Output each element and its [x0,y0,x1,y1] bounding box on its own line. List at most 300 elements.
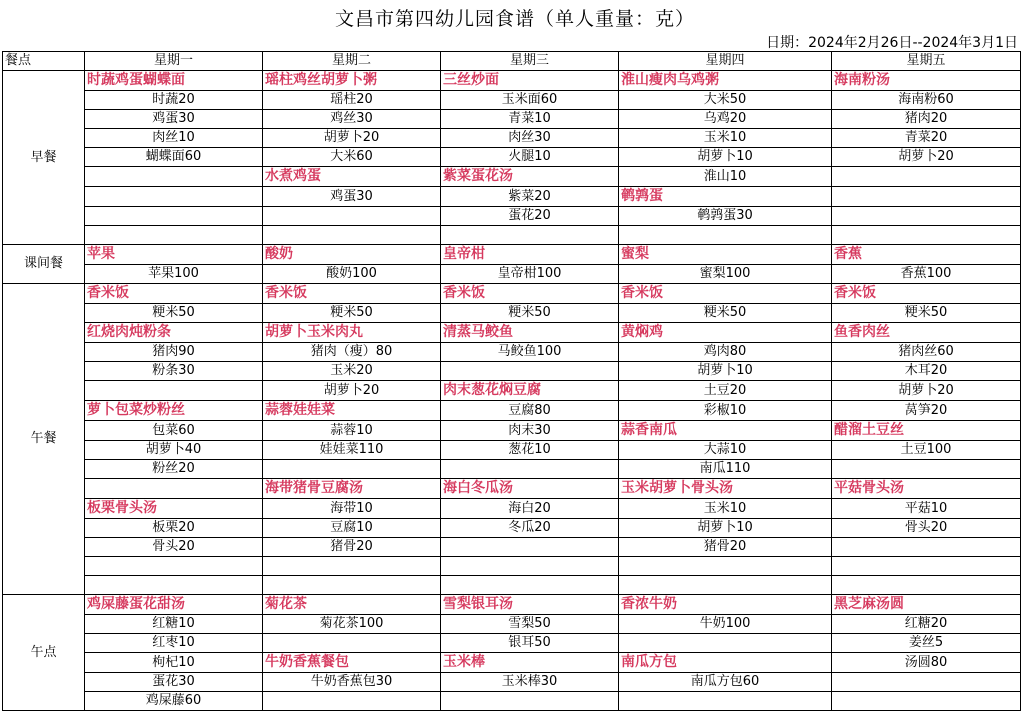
dish-name: 香米饭 [443,285,485,301]
ingredient-amount: 粉丝20 [152,461,195,476]
cell-friday[interactable] [832,284,1021,304]
cell-friday[interactable] [832,538,1021,557]
cell-friday[interactable] [832,557,1021,576]
table-row [3,91,1021,110]
cell-thursday[interactable] [619,441,832,460]
dish-name: 红烧肉炖粉条 [87,324,171,340]
cell-thursday[interactable] [619,91,832,110]
cell-friday[interactable] [832,519,1021,538]
cell-tuesday[interactable] [263,595,441,615]
cell-friday[interactable] [832,265,1021,284]
cell-wednesday[interactable] [441,265,619,284]
cell-tuesday[interactable] [263,187,441,207]
cell-monday[interactable] [85,615,263,634]
ingredient-amount: 胡萝卜10 [697,149,753,164]
cell-monday[interactable] [85,634,263,653]
dish-name: 肉末葱花焖豆腐 [443,382,541,398]
ingredient-amount: 豆腐80 [508,402,551,418]
cell-monday[interactable] [85,187,263,207]
cell-tuesday[interactable] [263,245,441,265]
ingredient-amount: 娃娃菜110 [319,442,384,457]
cell-monday[interactable] [85,401,263,421]
ingredient-amount: 玉米面60 [501,92,558,107]
cell-friday[interactable] [832,129,1021,148]
cell-tuesday[interactable] [263,207,441,226]
ingredient-amount: 土豆20 [703,382,747,398]
dish-name: 淮山瘦肉乌鸡粥 [621,72,719,88]
table-row [3,226,1021,245]
cell-thursday[interactable] [619,519,832,538]
cell-wednesday[interactable] [441,460,619,479]
cell-thursday[interactable] [619,226,832,245]
cell-wednesday[interactable] [441,634,619,653]
ingredient-amount: 鹌鹑蛋30 [697,208,753,223]
cell-monday[interactable] [85,673,263,692]
cell-thursday[interactable] [619,653,832,673]
ingredient-amount: 肉末30 [508,422,551,438]
cell-thursday[interactable] [619,284,832,304]
cell-friday[interactable] [832,304,1021,323]
dish-name: 香米饭 [265,285,307,301]
ingredient-amount: 鸡蛋30 [152,111,195,126]
ingredient-amount: 雪梨50 [508,616,551,631]
cell-wednesday[interactable] [441,615,619,634]
cell-friday[interactable] [832,615,1021,634]
ingredient-amount: 红枣10 [152,635,195,650]
ingredient-amount: 粉条30 [152,363,195,378]
table-row [3,460,1021,479]
cell-wednesday[interactable] [441,421,619,441]
cell-friday[interactable] [832,362,1021,381]
cell-monday[interactable] [85,226,263,245]
ingredient-amount: 莴笋20 [904,402,948,418]
cell-wednesday[interactable] [441,207,619,226]
cell-tuesday[interactable] [263,557,441,576]
cell-wednesday[interactable] [441,343,619,362]
ingredient-amount: 瑶柱20 [330,92,373,107]
dish-name: 紫菜蛋花汤 [443,168,513,184]
table-row [3,343,1021,362]
cell-monday[interactable] [85,207,263,226]
table-row [3,479,1021,499]
table-row [3,441,1021,460]
cell-wednesday[interactable] [441,692,619,711]
ingredient-amount: 胡萝卜40 [145,442,202,457]
ingredient-amount: 鸡屎藤60 [145,693,202,708]
dish-name: 萝卜包菜炒粉丝 [87,402,185,418]
cell-friday[interactable] [832,323,1021,343]
ingredient-amount: 火腿10 [508,149,551,164]
ingredient-amount: 银耳50 [508,635,551,650]
ingredient-amount: 香蕉100 [900,266,952,281]
ingredient-amount: 玉米10 [703,500,747,516]
ingredient-amount: 玉米棒30 [501,674,558,689]
cell-wednesday[interactable] [441,91,619,110]
ingredient-amount: 汤圆80 [904,654,948,670]
dish-name: 海白冬瓜汤 [443,480,513,496]
dish-name: 香米饭 [621,285,663,301]
cell-thursday[interactable] [619,479,832,499]
ingredient-amount: 板栗20 [152,520,195,535]
table-row [3,381,1021,401]
cell-friday[interactable] [832,381,1021,401]
cell-tuesday[interactable] [263,226,441,245]
ingredient-amount: 粳米50 [703,305,747,320]
ingredient-amount: 枸杞10 [152,654,195,670]
cell-wednesday[interactable] [441,479,619,499]
ingredient-amount: 胡萝卜10 [697,520,753,535]
cell-tuesday[interactable] [263,460,441,479]
table-row [3,129,1021,148]
table-row [3,595,1021,615]
dish-name: 黑芝麻汤圆 [834,596,904,612]
table-row [3,499,1021,519]
ingredient-amount: 乌鸡20 [703,111,747,126]
cell-tuesday[interactable] [263,362,441,381]
meal-label[interactable]: 课间餐 [3,245,85,284]
cell-monday[interactable] [85,460,263,479]
ingredient-amount: 海南粉60 [898,92,954,107]
column-header-monday[interactable]: 星期一 [85,52,263,71]
cell-friday[interactable] [832,421,1021,441]
cell-tuesday[interactable] [263,499,441,519]
cell-wednesday[interactable] [441,226,619,245]
table-row [3,304,1021,323]
ingredient-amount: 骨头20 [152,539,195,554]
dish-name: 胡萝卜玉米肉丸 [265,324,363,340]
cell-tuesday[interactable] [263,538,441,557]
date-range: 日期：2024年2月26日--2024年3月1日 [766,35,1018,51]
ingredient-amount: 猪骨20 [703,539,747,554]
ingredient-amount: 鸡丝30 [330,111,373,126]
cell-tuesday[interactable] [263,441,441,460]
cell-friday[interactable] [832,576,1021,595]
cell-thursday[interactable] [619,187,832,207]
cell-tuesday[interactable] [263,148,441,167]
cell-wednesday[interactable] [441,673,619,692]
cell-monday[interactable] [85,323,263,343]
ingredient-amount: 皇帝柑100 [497,266,562,281]
cell-monday[interactable] [85,304,263,323]
cell-friday[interactable] [832,634,1021,653]
column-header-tuesday[interactable]: 星期二 [263,52,441,71]
ingredient-amount: 南瓜方包60 [690,674,760,689]
column-header-friday[interactable]: 星期五 [832,52,1021,71]
cell-wednesday[interactable] [441,441,619,460]
ingredient-amount: 南瓜110 [699,461,751,476]
table-row [3,207,1021,226]
cell-thursday[interactable] [619,673,832,692]
dish-name: 清蒸马鲛鱼 [443,324,513,340]
ingredient-amount: 紫菜20 [508,188,551,204]
table-row [3,692,1021,711]
ingredient-amount: 蒜蓉10 [330,422,373,438]
cell-thursday[interactable] [619,499,832,519]
cell-thursday[interactable] [619,576,832,595]
menu-table [2,51,1021,711]
ingredient-amount: 葱花10 [508,442,551,457]
ingredient-amount: 木耳20 [904,363,948,378]
dish-name: 海带猪骨豆腐汤 [265,480,363,496]
cell-thursday[interactable] [619,401,832,421]
ingredient-amount: 粳米50 [508,305,551,320]
cell-wednesday[interactable] [441,499,619,519]
cell-tuesday[interactable] [263,265,441,284]
cell-tuesday[interactable] [263,479,441,499]
dish-name: 菊花茶 [265,596,307,612]
dish-name: 板栗骨头汤 [87,500,157,516]
ingredient-amount: 牛奶香蕉包30 [310,674,393,689]
cell-wednesday[interactable] [441,653,619,673]
cell-wednesday[interactable] [441,519,619,538]
cell-tuesday[interactable] [263,91,441,110]
cell-wednesday[interactable] [441,110,619,129]
ingredient-amount: 猪肉20 [904,111,948,126]
cell-wednesday[interactable] [441,148,619,167]
table-row [3,653,1021,673]
ingredient-amount: 大米60 [330,149,373,164]
ingredient-amount: 粳米50 [904,305,948,320]
cell-thursday[interactable] [619,460,832,479]
ingredient-amount: 海白20 [508,500,551,516]
table-row [3,323,1021,343]
cell-monday[interactable] [85,479,263,499]
cell-thursday[interactable] [619,265,832,284]
ingredient-amount: 猪肉90 [152,344,195,359]
cell-friday[interactable] [832,441,1021,460]
dish-name: 皇帝柑 [443,246,485,262]
dish-name: 玉米棒 [443,654,485,670]
ingredient-amount: 猪骨20 [330,539,373,554]
cell-monday[interactable] [85,343,263,362]
cell-thursday[interactable] [619,557,832,576]
cell-monday[interactable] [85,653,263,673]
cell-thursday[interactable] [619,245,832,265]
cell-thursday[interactable] [619,381,832,401]
ingredient-amount: 鸡肉80 [703,344,747,359]
cell-tuesday[interactable] [263,110,441,129]
cell-friday[interactable] [832,653,1021,673]
table-row [3,148,1021,167]
cell-monday[interactable] [85,499,263,519]
cell-friday[interactable] [832,343,1021,362]
cell-friday[interactable] [832,479,1021,499]
cell-thursday[interactable] [619,148,832,167]
cell-monday[interactable] [85,110,263,129]
ingredient-amount: 酸奶100 [326,266,377,281]
dish-name: 香蕉 [834,246,862,262]
ingredient-amount: 苹果100 [148,266,199,281]
cell-thursday[interactable] [619,71,832,91]
ingredient-amount: 胡萝卜20 [898,382,954,398]
cell-monday[interactable] [85,148,263,167]
cell-thursday[interactable] [619,595,832,615]
cell-monday[interactable] [85,441,263,460]
cell-friday[interactable] [832,71,1021,91]
cell-monday[interactable] [85,129,263,148]
cell-thursday[interactable] [619,538,832,557]
cell-tuesday[interactable] [263,323,441,343]
cell-tuesday[interactable] [263,401,441,421]
dish-name: 香米饭 [834,285,876,301]
dish-name: 蒜蓉娃娃菜 [265,402,335,418]
cell-friday[interactable] [832,245,1021,265]
cell-monday[interactable] [85,362,263,381]
cell-tuesday[interactable] [263,167,441,187]
dish-name: 酸奶 [265,246,293,262]
meal-label[interactable]: 午点 [3,595,85,711]
cell-wednesday[interactable] [441,284,619,304]
dish-name: 时蔬鸡蛋蝴蝶面 [87,72,185,88]
ingredient-amount: 猪肉（瘦）80 [310,344,393,359]
table-row [3,71,1021,91]
cell-wednesday[interactable] [441,362,619,381]
cell-thursday[interactable] [619,129,832,148]
cell-thursday[interactable] [619,304,832,323]
table-row [3,187,1021,207]
cell-monday[interactable] [85,245,263,265]
cell-thursday[interactable] [619,343,832,362]
dish-name: 水煮鸡蛋 [265,168,321,184]
cell-thursday[interactable] [619,110,832,129]
cell-wednesday[interactable] [441,167,619,187]
cell-wednesday[interactable] [441,401,619,421]
dish-name: 玉米胡萝卜骨头汤 [621,480,733,496]
ingredient-amount: 豆腐10 [330,520,373,535]
cell-monday[interactable] [85,265,263,284]
cell-tuesday[interactable] [263,284,441,304]
cell-friday[interactable] [832,167,1021,187]
cell-tuesday[interactable] [263,692,441,711]
column-header-thursday[interactable]: 星期四 [619,52,832,71]
cell-wednesday[interactable] [441,538,619,557]
cell-tuesday[interactable] [263,519,441,538]
dish-name: 雪梨银耳汤 [443,596,513,612]
cell-monday[interactable] [85,421,263,441]
cell-thursday[interactable] [619,615,832,634]
table-row [3,576,1021,595]
ingredient-amount: 大米50 [703,92,747,107]
ingredient-amount: 时蔬20 [152,92,195,107]
cell-monday[interactable] [85,595,263,615]
table-row [3,167,1021,187]
cell-thursday[interactable] [619,323,832,343]
cell-tuesday[interactable] [263,304,441,323]
cell-tuesday[interactable] [263,673,441,692]
ingredient-amount: 青菜10 [508,111,551,126]
column-header-wednesday[interactable]: 星期三 [441,52,619,71]
cell-tuesday[interactable] [263,615,441,634]
cell-tuesday[interactable] [263,653,441,673]
dish-name: 鹌鹑蛋 [621,188,663,204]
ingredient-amount: 姜丝5 [908,635,944,650]
ingredient-amount: 平菇10 [904,500,948,516]
meal-label[interactable]: 午餐 [3,284,85,595]
header-row [3,52,1021,71]
cell-monday[interactable] [85,576,263,595]
cell-wednesday[interactable] [441,129,619,148]
cell-tuesday[interactable] [263,71,441,91]
cell-thursday[interactable] [619,692,832,711]
cell-friday[interactable] [832,226,1021,245]
ingredient-amount: 粳米50 [152,305,195,320]
ingredient-amount: 蜜梨100 [699,266,751,281]
menu-title: 文昌市第四幼儿园食谱（单人重量：克） [334,8,695,30]
dish-name: 鸡屎藤蛋花甜汤 [87,596,185,612]
cell-monday[interactable] [85,519,263,538]
cell-thursday[interactable] [619,207,832,226]
cell-monday[interactable] [85,91,263,110]
cell-tuesday[interactable] [263,634,441,653]
cell-monday[interactable] [85,167,263,187]
cell-tuesday[interactable] [263,576,441,595]
ingredient-amount: 蝴蝶面60 [145,149,202,164]
ingredient-amount: 青菜20 [904,130,948,145]
table-row [3,538,1021,557]
dish-name: 瑶柱鸡丝胡萝卜粥 [265,72,377,88]
cell-friday[interactable] [832,110,1021,129]
cell-friday[interactable] [832,595,1021,615]
ingredient-amount: 菊花茶100 [319,616,384,631]
cell-friday[interactable] [832,148,1021,167]
ingredient-amount: 红糖10 [152,616,195,631]
cell-wednesday[interactable] [441,71,619,91]
ingredient-amount: 鸡蛋30 [330,188,373,204]
table-row [3,265,1021,284]
cell-wednesday[interactable] [441,245,619,265]
cell-monday[interactable] [85,381,263,401]
cell-monday[interactable] [85,692,263,711]
cell-monday[interactable] [85,557,263,576]
ingredient-amount: 冬瓜20 [508,520,551,535]
cell-wednesday[interactable] [441,595,619,615]
cell-thursday[interactable] [619,167,832,187]
table-row [3,110,1021,129]
ingredient-amount: 马鲛鱼100 [497,344,562,359]
cell-friday[interactable] [832,460,1021,479]
cell-tuesday[interactable] [263,129,441,148]
cell-friday[interactable] [832,401,1021,421]
ingredient-amount: 胡萝卜20 [323,382,380,398]
cell-monday[interactable] [85,284,263,304]
cell-wednesday[interactable] [441,304,619,323]
cell-thursday[interactable] [619,421,832,441]
cell-thursday[interactable] [619,634,832,653]
cell-friday[interactable] [832,187,1021,207]
cell-thursday[interactable] [619,362,832,381]
column-header-meal[interactable]: 餐点 [3,52,85,71]
cell-friday[interactable] [832,207,1021,226]
cell-wednesday[interactable] [441,323,619,343]
cell-friday[interactable] [832,673,1021,692]
cell-monday[interactable] [85,71,263,91]
meal-label[interactable]: 早餐 [3,71,85,245]
cell-friday[interactable] [832,91,1021,110]
cell-friday[interactable] [832,692,1021,711]
cell-wednesday[interactable] [441,187,619,207]
cell-wednesday[interactable] [441,381,619,401]
ingredient-amount: 蛋花30 [152,674,195,689]
dish-name: 香米饭 [87,285,129,301]
cell-friday[interactable] [832,499,1021,519]
cell-monday[interactable] [85,538,263,557]
cell-tuesday[interactable] [263,421,441,441]
cell-wednesday[interactable] [441,557,619,576]
cell-tuesday[interactable] [263,343,441,362]
ingredient-amount: 猪肉丝60 [898,344,954,359]
cell-wednesday[interactable] [441,576,619,595]
cell-tuesday[interactable] [263,381,441,401]
